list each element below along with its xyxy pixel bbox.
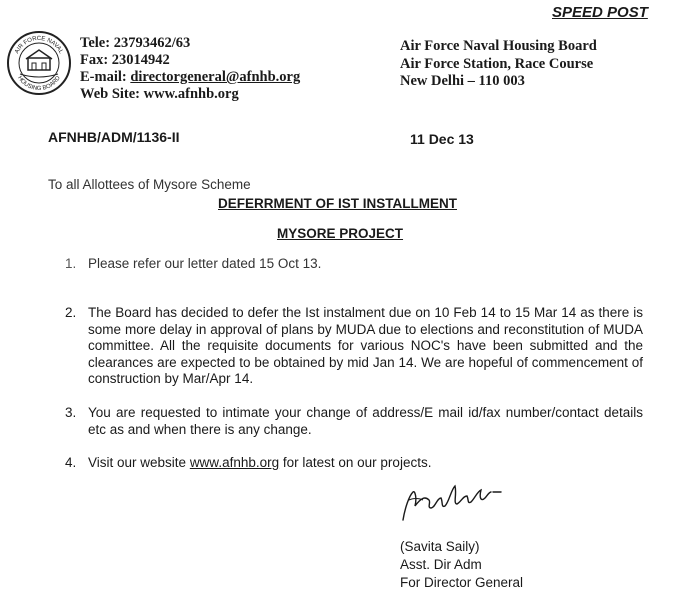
air-force-naval-housing-board-emblem-icon bbox=[6, 30, 72, 96]
logo-text-top: AIR FORCE NAVAL bbox=[14, 35, 64, 55]
telephone: Tele: 23793462/63 bbox=[80, 35, 191, 51]
paragraph-2-number: 2. bbox=[65, 305, 77, 320]
letter-date: 11 Dec 13 bbox=[410, 131, 474, 147]
paragraph-1-number: 1. bbox=[65, 256, 77, 271]
email-line bbox=[80, 69, 300, 86]
signatory-designation: Asst. Dir Adm bbox=[400, 557, 482, 572]
email-link[interactable]: directorgeneral@afnhb.org bbox=[130, 69, 301, 85]
paragraph-2: The Board has decided to defer the Ist instalment due on 10 Feb 14 to 15 Mar 14 as there is some more delay in approval of plans by MUDA due to elections and reconstitution of MUDA committee. All the requisite documents for various NOC's have been submitted and the clearances are expected to be obtained by mid Jan 14. We are hopeful of commencement of construction by Mar/Apr 14. bbox=[88, 305, 643, 386]
signatory-name: (Savita Saily) bbox=[400, 539, 480, 554]
fax: Fax: 23014942 bbox=[80, 52, 170, 68]
paragraph-4-pre: Visit our website bbox=[88, 455, 190, 470]
handwritten-signature bbox=[395, 468, 505, 528]
addressee: To all Allottees of Mysore Scheme bbox=[48, 177, 251, 192]
signatory-for: For Director General bbox=[400, 575, 524, 590]
paragraph-1: Please refer our letter dated 15 Oct 13. bbox=[88, 256, 322, 271]
paragraph-4-post: for latest on our projects. bbox=[279, 455, 432, 470]
contact-block bbox=[80, 35, 300, 103]
reference-number: AFNHB/ADM/1136-II bbox=[48, 129, 180, 145]
project-title: MYSORE PROJECT bbox=[277, 226, 404, 241]
address-line-3: New Delhi – 110 003 bbox=[400, 73, 525, 89]
address-block bbox=[400, 38, 597, 91]
logo-text-bottom: HOUSING BOARD bbox=[16, 75, 62, 93]
email-label: E-mail: bbox=[80, 69, 131, 85]
subject-title: DEFERRMENT OF IST INSTALLMENT bbox=[218, 196, 457, 211]
speed-post-stamp: SPEED POST bbox=[552, 4, 648, 21]
paragraph-4-number: 4. bbox=[65, 455, 77, 470]
address-line-1: Air Force Naval Housing Board bbox=[400, 38, 597, 54]
website[interactable]: Web Site: www.afnhb.org bbox=[80, 86, 239, 102]
paragraph-4 bbox=[88, 455, 643, 472]
paragraph-3-number: 3. bbox=[65, 405, 77, 420]
address-line-2: Air Force Station, Race Course bbox=[400, 55, 594, 72]
signatory-block bbox=[400, 538, 523, 592]
website-link[interactable]: www.afnhb.org bbox=[189, 455, 280, 470]
paragraph-3: You are requested to intimate your change of address/E mail id/fax number/contact details etc as and when there is any change. bbox=[88, 405, 643, 437]
